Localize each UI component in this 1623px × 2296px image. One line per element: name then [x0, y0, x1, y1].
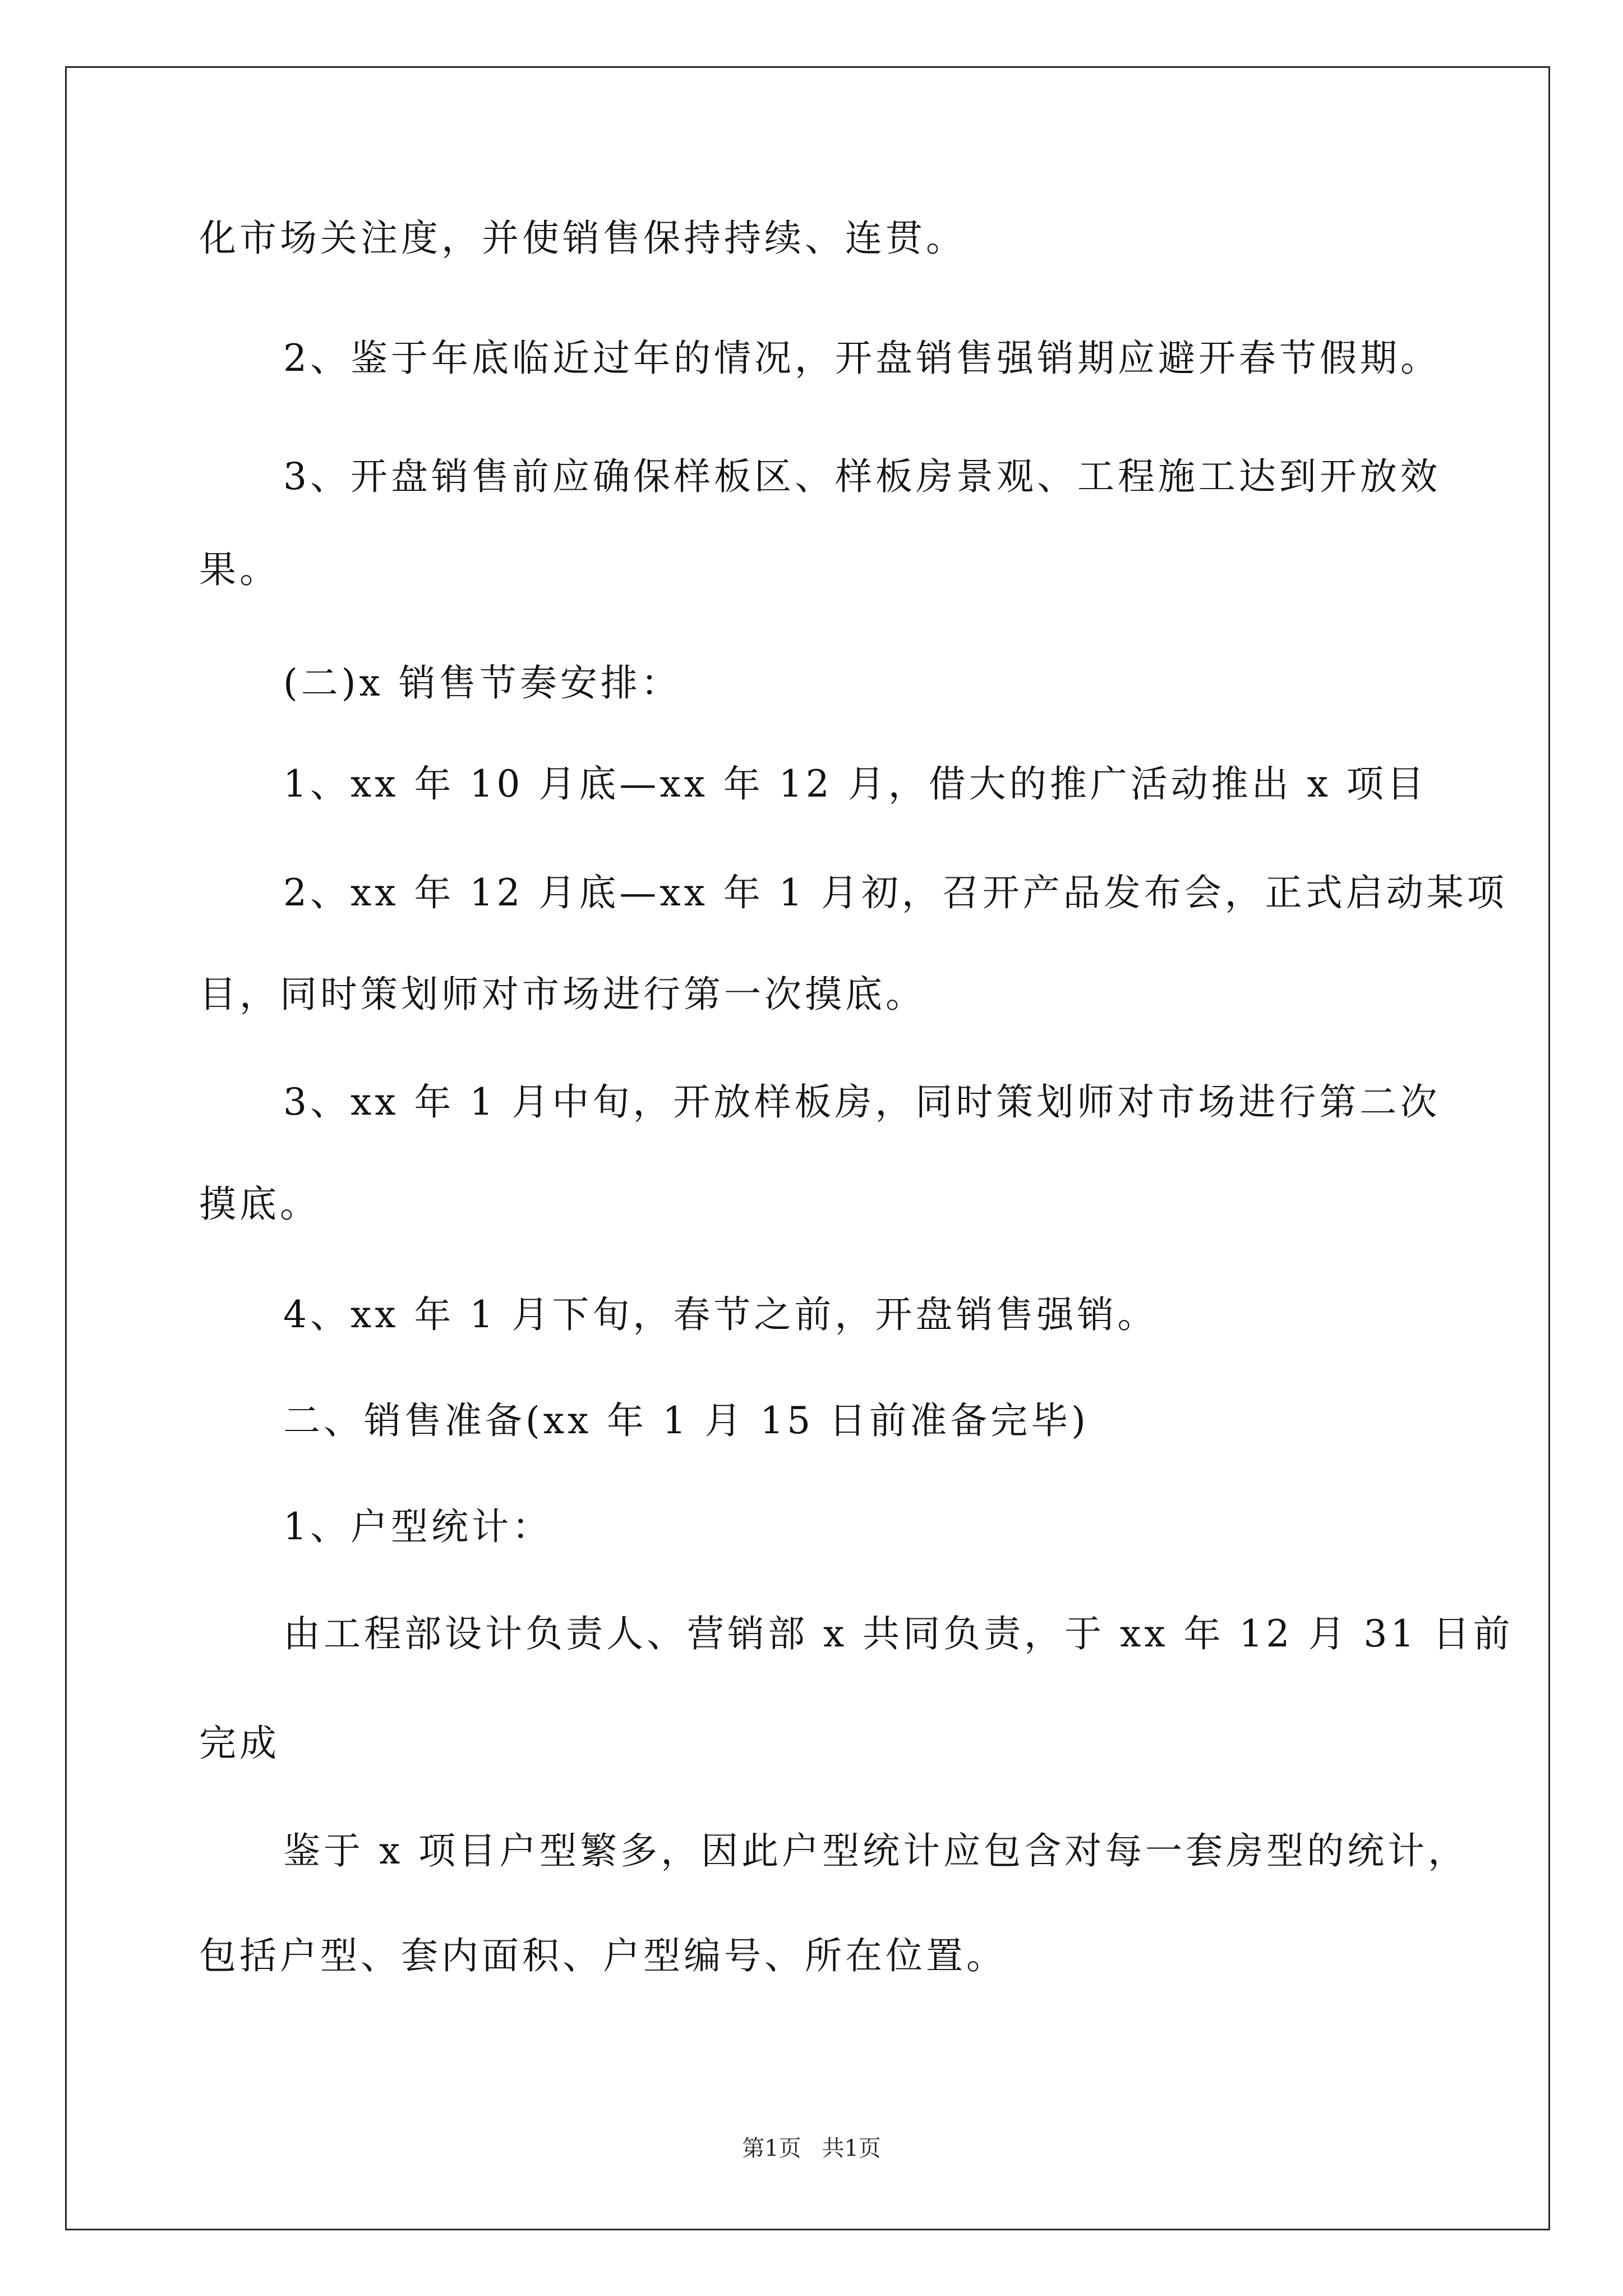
- page-footer: [0, 2134, 1623, 2162]
- text-line: (二)x 销售节奏安排：: [283, 661, 681, 705]
- text-line: 二、销售准备(xx 年 1 月 15 日前准备完毕): [283, 1399, 1089, 1442]
- text-line: 3、开盘销售前应确保样板区、样板房景观、工程施工达到开放效: [283, 455, 1441, 498]
- text-line: 完成: [199, 1722, 280, 1765]
- text-line: 2、鉴于年底临近过年的情况，开盘销售强销期应避开春节假期。: [283, 337, 1441, 380]
- page-total: 共1页: [822, 2136, 881, 2161]
- text-line: 2、xx 年 12 月底—xx 年 1 月初，召开产品发布会，正式启动某项: [283, 871, 1507, 914]
- text-line: 3、xx 年 1 月中旬，开放样板房，同时策划师对市场进行第二次: [283, 1080, 1441, 1124]
- page-number: 第1页: [742, 2136, 801, 2161]
- text-line: 包括户型、套内面积、户型编号、所在位置。: [199, 1934, 1007, 1977]
- page-border: [65, 66, 1550, 2230]
- text-line: 摸底。: [199, 1182, 320, 1226]
- text-line: 1、xx 年 10 月底—xx 年 12 月，借大的推广活动推出 x 项目: [283, 762, 1427, 806]
- text-line: 目，同时策划师对市场进行第一次摸底。: [199, 973, 926, 1016]
- text-line: 化市场关注度，并使销售保持持续、连贯。: [199, 217, 966, 260]
- text-line: 4、xx 年 1 月下旬，春节之前，开盘销售强销。: [283, 1293, 1158, 1336]
- text-line: 鉴于 x 项目户型繁多，因此户型统计应包含对每一套房型的统计，: [283, 1829, 1469, 1872]
- text-line: 果。: [199, 548, 280, 591]
- text-line: 由工程部设计负责人、营销部 x 共同负责，于 xx 年 12 月 31 日前: [283, 1612, 1514, 1655]
- text-line: 1、户型统计：: [283, 1505, 552, 1548]
